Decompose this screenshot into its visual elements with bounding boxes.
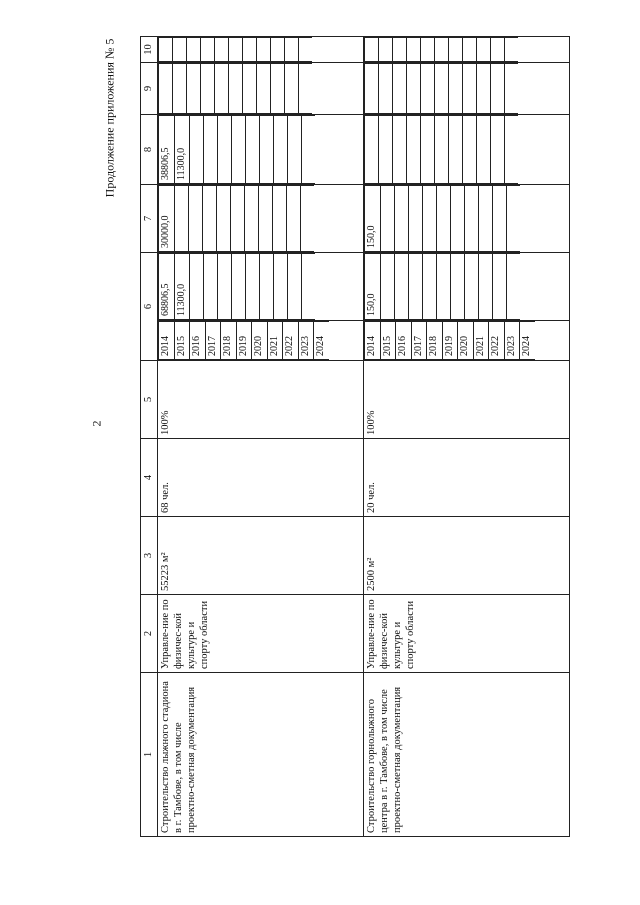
appendix-table	[140, 36, 570, 837]
col7-values	[158, 185, 364, 253]
value	[435, 116, 449, 184]
value	[260, 116, 274, 184]
value	[243, 64, 257, 114]
value	[299, 64, 313, 114]
value	[188, 186, 202, 252]
value	[365, 116, 379, 184]
value	[477, 64, 491, 114]
col9-values	[158, 63, 364, 115]
value	[187, 38, 201, 62]
value	[407, 116, 421, 184]
value	[506, 186, 520, 252]
col8-values	[158, 115, 364, 185]
value	[450, 186, 464, 252]
year: 2021	[267, 322, 283, 360]
value	[204, 254, 218, 320]
col7-list	[364, 185, 520, 252]
value	[408, 254, 422, 320]
col10-values	[364, 37, 570, 63]
year: 2017	[205, 322, 221, 360]
value	[244, 186, 258, 252]
col10-list	[158, 37, 312, 62]
page-number: 2	[89, 420, 104, 427]
value	[190, 116, 204, 184]
agency: Управле-ние по физичес-кой культуре и спорту области	[158, 595, 364, 673]
value	[491, 116, 505, 184]
col-header-2: 2	[141, 595, 158, 673]
years-list	[364, 321, 535, 360]
value	[421, 38, 435, 62]
value	[436, 186, 450, 252]
value	[421, 116, 435, 184]
col-header-9: 9	[141, 63, 158, 115]
col9-values	[364, 63, 570, 115]
value	[246, 254, 260, 320]
col-header-3: 3	[141, 517, 158, 595]
value	[491, 64, 505, 114]
year: 2016	[396, 322, 412, 360]
year: 2019	[442, 322, 458, 360]
col8-values	[364, 115, 570, 185]
years-cell	[158, 321, 364, 361]
value	[246, 116, 260, 184]
value	[379, 64, 393, 114]
value	[394, 186, 408, 252]
col-header-4: 4	[141, 439, 158, 517]
value	[393, 38, 407, 62]
value	[243, 38, 257, 62]
header-row	[141, 37, 158, 837]
value	[464, 254, 478, 320]
value	[159, 64, 173, 114]
value	[478, 186, 492, 252]
col6-list	[158, 253, 315, 320]
value	[272, 186, 286, 252]
year: 2024	[314, 322, 329, 360]
table-row	[364, 37, 570, 837]
value	[260, 254, 274, 320]
value	[202, 186, 216, 252]
year: 2024	[520, 322, 535, 360]
year: 2018	[221, 322, 237, 360]
value	[393, 64, 407, 114]
col-header-5: 5	[141, 361, 158, 439]
capacity: 55223 м²	[158, 517, 364, 595]
col10-values	[158, 37, 364, 63]
year: 2023	[504, 322, 520, 360]
value	[380, 186, 394, 252]
col7-list	[158, 185, 314, 252]
year: 2020	[458, 322, 474, 360]
col8-list	[158, 115, 315, 184]
value	[190, 254, 204, 320]
value	[506, 254, 520, 320]
value	[232, 254, 246, 320]
value	[407, 38, 421, 62]
col9-list	[364, 63, 518, 114]
value	[407, 64, 421, 114]
value	[274, 254, 288, 320]
value	[229, 38, 243, 62]
col6-list	[364, 253, 520, 320]
value	[393, 116, 407, 184]
value	[302, 116, 316, 184]
value	[299, 38, 313, 62]
appendix-caption: Продолжение приложения № 5	[102, 38, 117, 198]
value	[463, 38, 477, 62]
table-container	[140, 37, 570, 837]
value	[174, 186, 188, 252]
capacity: 2500 м²	[364, 517, 570, 595]
project-name: Строительство горнолыжного центра в г. Тамбове, в том числе проектно-сметная документация	[364, 673, 570, 837]
years-list	[158, 321, 329, 360]
value	[286, 186, 300, 252]
value	[436, 254, 450, 320]
value	[449, 38, 463, 62]
value	[288, 254, 302, 320]
value	[216, 186, 230, 252]
col-header-6: 6	[141, 253, 158, 361]
value	[435, 38, 449, 62]
value	[173, 38, 187, 62]
value	[229, 64, 243, 114]
value	[394, 254, 408, 320]
value	[271, 64, 285, 114]
value	[492, 186, 506, 252]
col8-list	[364, 115, 518, 184]
value	[271, 38, 285, 62]
year: 2015	[380, 322, 396, 360]
value: 38806,5	[159, 116, 175, 184]
value	[450, 254, 464, 320]
col-header-8: 8	[141, 115, 158, 185]
value	[408, 186, 422, 252]
year: 2014	[365, 322, 381, 360]
value: 11300,0	[174, 116, 190, 184]
value	[422, 254, 436, 320]
value	[435, 64, 449, 114]
value	[159, 38, 173, 62]
value	[285, 38, 299, 62]
col10-list	[364, 37, 518, 62]
value	[173, 64, 187, 114]
value	[218, 116, 232, 184]
value	[379, 38, 393, 62]
rotated-table	[140, 37, 570, 837]
value	[204, 116, 218, 184]
value: 150,0	[365, 186, 381, 252]
value	[478, 254, 492, 320]
agency: Управле-ние по физичес-кой культуре и спорту области	[364, 595, 570, 673]
value: 30000,0	[159, 186, 175, 252]
year: 2017	[411, 322, 427, 360]
year: 2016	[190, 322, 206, 360]
year: 2022	[489, 322, 505, 360]
value	[365, 38, 379, 62]
value	[257, 64, 271, 114]
value	[230, 186, 244, 252]
value	[464, 186, 478, 252]
value	[492, 254, 506, 320]
col9-list	[158, 63, 312, 114]
people-count: 20 чел.	[364, 439, 570, 517]
value: 150,0	[365, 254, 381, 320]
value	[477, 116, 491, 184]
value	[477, 38, 491, 62]
year: 2015	[174, 322, 190, 360]
col6-values	[364, 253, 570, 321]
year: 2019	[236, 322, 252, 360]
col-header-10: 10	[141, 37, 158, 63]
value	[505, 64, 519, 114]
value	[232, 116, 246, 184]
value	[449, 116, 463, 184]
value	[505, 116, 519, 184]
year: 2020	[252, 322, 268, 360]
value	[201, 64, 215, 114]
value	[257, 38, 271, 62]
value	[491, 38, 505, 62]
year: 2018	[427, 322, 443, 360]
readiness: 100%	[364, 361, 570, 439]
years-cell	[364, 321, 570, 361]
year: 2022	[283, 322, 299, 360]
value	[365, 64, 379, 114]
value	[463, 116, 477, 184]
col-header-7: 7	[141, 185, 158, 253]
table-row	[158, 37, 364, 837]
value	[274, 116, 288, 184]
col7-values	[364, 185, 570, 253]
value: 11300,0	[174, 254, 190, 320]
value	[187, 64, 201, 114]
value	[218, 254, 232, 320]
col6-values	[158, 253, 364, 321]
value	[288, 116, 302, 184]
value	[258, 186, 272, 252]
project-name: Строительство лыжного стадиона в г. Тамбове, в том числе проектно-сметная документация	[158, 673, 364, 837]
people-count: 68 чел.	[158, 439, 364, 517]
value	[380, 254, 394, 320]
year: 2014	[159, 322, 175, 360]
value	[422, 186, 436, 252]
value	[215, 38, 229, 62]
readiness: 100%	[158, 361, 364, 439]
value	[463, 64, 477, 114]
value	[300, 186, 314, 252]
value	[215, 64, 229, 114]
value	[421, 64, 435, 114]
value	[302, 254, 316, 320]
year: 2023	[298, 322, 314, 360]
value	[201, 38, 215, 62]
value	[449, 64, 463, 114]
value	[379, 116, 393, 184]
value	[505, 38, 519, 62]
year: 2021	[473, 322, 489, 360]
col-header-1: 1	[141, 673, 158, 837]
value: 68806,5	[159, 254, 175, 320]
value	[285, 64, 299, 114]
